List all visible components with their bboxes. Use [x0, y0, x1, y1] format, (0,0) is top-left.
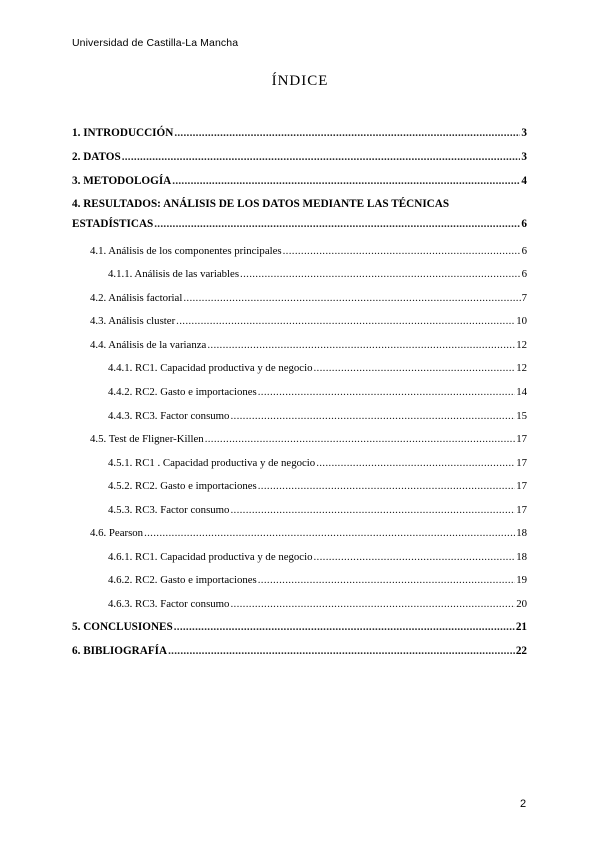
toc-entry[interactable] [90, 242, 527, 260]
toc-leader-dots [258, 383, 515, 401]
toc-leader-dots [240, 265, 521, 283]
page-title: ÍNDICE [271, 73, 329, 89]
toc-leader-dots [258, 571, 515, 589]
toc-entry-continuation [72, 215, 527, 233]
toc-leader-dots [316, 454, 515, 472]
toc-entry[interactable] [72, 148, 527, 166]
page-number: 2 [520, 798, 527, 810]
toc-page-number: 17 [516, 457, 527, 469]
toc-leader-dots [230, 501, 515, 519]
toc-entry-label: 2. DATOS [72, 151, 121, 163]
toc-leader-dots [154, 215, 520, 233]
toc-entry[interactable] [72, 124, 527, 142]
toc-entry-label: 4. RESULTADOS: ANÁLISIS DE LOS DATOS MEDIANTE LAS TÉCNICAS [72, 198, 450, 210]
toc-entry[interactable] [90, 524, 527, 542]
toc-leader-dots [230, 407, 515, 425]
toc-entry-label: 4.5.1. RC1 . Capacidad productiva y de negocio [108, 457, 316, 469]
toc-entry-label: 4.4. Análisis de la varianza [90, 339, 207, 351]
toc-leader-dots [174, 618, 515, 636]
toc-entry-label: 4.6.2. RC2. Gasto e importaciones [108, 574, 257, 586]
toc-entry-label: 4.5.2. RC2. Gasto e importaciones [108, 480, 257, 492]
toc-leader-dots [258, 477, 515, 495]
toc-entry-multiline[interactable] [72, 195, 527, 235]
toc-entry[interactable] [108, 477, 527, 495]
toc-leader-dots [174, 124, 520, 142]
toc-leader-dots [314, 548, 516, 566]
toc-entry[interactable] [90, 336, 527, 354]
toc-page-number: 12 [516, 362, 527, 374]
toc-page-number: 10 [516, 315, 527, 327]
toc-leader-dots [176, 312, 515, 330]
toc-page-number: 17 [516, 504, 527, 516]
toc-entry[interactable] [72, 172, 527, 190]
toc-entry[interactable] [108, 571, 527, 589]
toc-page-number: 17 [516, 480, 527, 492]
toc-page-number: 21 [515, 621, 527, 633]
toc-page-number: 3 [521, 151, 527, 163]
toc-entry-label: 4.4.1. RC1. Capacidad productiva y de negocio [108, 362, 313, 374]
toc-entry[interactable] [90, 289, 527, 307]
toc-leader-dots [168, 642, 515, 660]
toc-page-number: 6 [521, 245, 527, 257]
toc-page-number: 6 [521, 268, 527, 280]
toc-page-number: 4 [521, 175, 527, 187]
toc-entry-label: 6. BIBLIOGRAFÍA [72, 645, 168, 657]
toc-leader-dots [314, 359, 516, 377]
toc-page-number: 6 [521, 218, 527, 230]
toc-page-number: 14 [516, 386, 527, 398]
toc-page-number: 22 [515, 645, 527, 657]
toc-page-number: 3 [521, 127, 527, 139]
toc-entry-label: 4.4.3. RC3. Factor consumo [108, 410, 230, 422]
toc-entry-label: 4.5. Test de Fligner-Killen [90, 433, 204, 445]
toc-page-number: 7 [521, 292, 527, 304]
toc-leader-dots [283, 242, 521, 260]
toc-entry-label: 4.1. Análisis de los componentes principales [90, 245, 282, 257]
toc-page-number: 18 [516, 527, 527, 539]
toc-page-number: 19 [516, 574, 527, 586]
toc-entry[interactable] [72, 642, 527, 660]
toc-entry[interactable] [108, 454, 527, 472]
toc-entry[interactable] [108, 548, 527, 566]
toc-entry-label: 4.5.3. RC3. Factor consumo [108, 504, 230, 516]
toc-entry-label: 3. METODOLOGÍA [72, 175, 172, 187]
toc-entry-label-continued: ESTADÍSTICAS [72, 218, 154, 230]
toc-entry-label: 1. INTRODUCCIÓN [72, 127, 174, 139]
toc-page-number: 12 [516, 339, 527, 351]
toc-entry[interactable] [90, 312, 527, 330]
toc-entry-label: 4.4.2. RC2. Gasto e importaciones [108, 386, 257, 398]
toc-entry-label: 4.3. Análisis cluster [90, 315, 176, 327]
toc-page-number: 15 [516, 410, 527, 422]
toc-entry-label: 4.6. Pearson [90, 527, 144, 539]
toc-leader-dots [172, 172, 520, 190]
toc-page-number: 18 [516, 551, 527, 563]
toc-entry[interactable] [90, 430, 527, 448]
toc-entry[interactable] [108, 383, 527, 401]
running-header: Universidad de Castilla-La Mancha [72, 37, 239, 49]
toc-entry[interactable] [108, 595, 527, 613]
toc-entry-label: 5. CONCLUSIONES [72, 621, 173, 633]
toc-page-number: 20 [516, 598, 527, 610]
toc-entry[interactable] [108, 407, 527, 425]
toc-entry-label: 4.6.1. RC1. Capacidad productiva y de negocio [108, 551, 313, 563]
toc-leader-dots [230, 595, 515, 613]
toc-leader-dots [122, 148, 521, 166]
toc-leader-dots [205, 430, 516, 448]
toc-entry[interactable] [108, 265, 527, 283]
toc-leader-dots [183, 289, 520, 307]
toc-leader-dots [207, 336, 515, 354]
toc-entry[interactable] [108, 359, 527, 377]
toc-leader-dots [144, 524, 515, 542]
toc-entry[interactable] [108, 501, 527, 519]
toc-entry-label: 4.1.1. Análisis de las variables [108, 268, 240, 280]
toc-page-number: 17 [516, 433, 527, 445]
toc-entry-label: 4.6.3. RC3. Factor consumo [108, 598, 230, 610]
toc-entry-label: 4.2. Análisis factorial [90, 292, 183, 304]
toc-entry[interactable] [72, 618, 527, 636]
